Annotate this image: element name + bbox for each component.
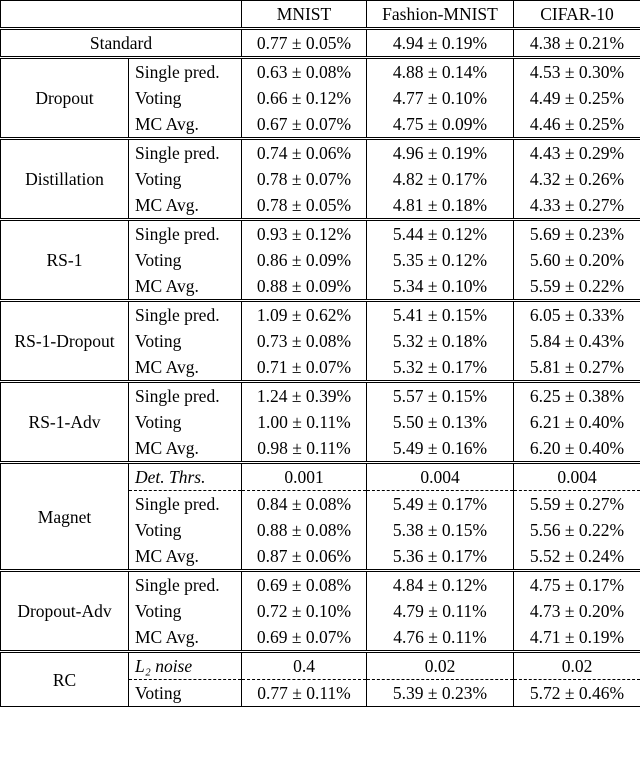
value-cell: 5.50 ± 0.13% — [367, 409, 514, 435]
value-cell: 0.004 — [367, 463, 514, 491]
table-row — [1, 571, 640, 599]
value-cell: 4.94 ± 0.19% — [367, 29, 514, 58]
standard-label: Standard — [1, 29, 242, 58]
value-cell: 4.84 ± 0.12% — [367, 571, 514, 599]
value-cell: 0.02 — [367, 652, 514, 680]
value-cell: 5.49 ± 0.16% — [367, 435, 514, 463]
value-cell: 0.77 ± 0.11% — [242, 680, 367, 707]
value-cell: 6.20 ± 0.40% — [514, 435, 640, 463]
results-table-body — [1, 1, 640, 707]
prediction-type-label: Voting — [129, 85, 242, 111]
value-cell: 5.36 ± 0.17% — [367, 543, 514, 571]
value-cell: 5.81 ± 0.27% — [514, 354, 640, 382]
value-cell: 5.44 ± 0.12% — [367, 220, 514, 248]
value-cell: 5.59 ± 0.27% — [514, 491, 640, 518]
method-label: RS-1-Dropout — [1, 301, 129, 382]
parameter-label: L₂ noise — [129, 652, 242, 680]
method-label: RS-1 — [1, 220, 129, 301]
value-cell: 0.93 ± 0.12% — [242, 220, 367, 248]
value-cell: 0.87 ± 0.06% — [242, 543, 367, 571]
value-cell: 5.57 ± 0.15% — [367, 382, 514, 410]
value-cell: 0.72 ± 0.10% — [242, 598, 367, 624]
value-cell: 0.78 ± 0.05% — [242, 192, 367, 220]
prediction-type-label: Single pred. — [129, 58, 242, 86]
value-cell: 5.49 ± 0.17% — [367, 491, 514, 518]
value-cell: 4.79 ± 0.11% — [367, 598, 514, 624]
value-cell: 4.46 ± 0.25% — [514, 111, 640, 139]
value-cell: 4.75 ± 0.09% — [367, 111, 514, 139]
prediction-type-label: MC Avg. — [129, 435, 242, 463]
table-row — [1, 58, 640, 86]
value-cell: 5.41 ± 0.15% — [367, 301, 514, 329]
standard-row — [1, 29, 640, 58]
table-row — [1, 220, 640, 248]
method-label: Distillation — [1, 139, 129, 220]
value-cell: 4.82 ± 0.17% — [367, 166, 514, 192]
value-cell: 1.00 ± 0.11% — [242, 409, 367, 435]
prediction-type-label: MC Avg. — [129, 192, 242, 220]
value-cell: 4.43 ± 0.29% — [514, 139, 640, 167]
value-cell: 5.38 ± 0.15% — [367, 517, 514, 543]
prediction-type-label: Single pred. — [129, 571, 242, 599]
value-cell: 0.77 ± 0.05% — [242, 29, 367, 58]
prediction-type-label: MC Avg. — [129, 111, 242, 139]
value-cell: 4.76 ± 0.11% — [367, 624, 514, 652]
value-cell: 0.73 ± 0.08% — [242, 328, 367, 354]
value-cell: 5.32 ± 0.18% — [367, 328, 514, 354]
header-row — [1, 1, 640, 29]
value-cell: 0.4 — [242, 652, 367, 680]
value-cell: 0.86 ± 0.09% — [242, 247, 367, 273]
value-cell: 0.66 ± 0.12% — [242, 85, 367, 111]
prediction-type-label: Voting — [129, 598, 242, 624]
prediction-type-label: Single pred. — [129, 491, 242, 518]
value-cell: 4.53 ± 0.30% — [514, 58, 640, 86]
method-label: Magnet — [1, 463, 129, 571]
column-header: CIFAR-10 — [514, 1, 640, 29]
table-row — [1, 301, 640, 329]
value-cell: 5.39 ± 0.23% — [367, 680, 514, 707]
header-blank-cell — [1, 1, 242, 29]
value-cell: 4.75 ± 0.17% — [514, 571, 640, 599]
table-row — [1, 139, 640, 167]
method-label: Dropout — [1, 58, 129, 139]
value-cell: 4.88 ± 0.14% — [367, 58, 514, 86]
prediction-type-label: Voting — [129, 166, 242, 192]
value-cell: 0.78 ± 0.07% — [242, 166, 367, 192]
parameter-label: Det. Thrs. — [129, 463, 242, 491]
value-cell: 0.71 ± 0.07% — [242, 354, 367, 382]
value-cell: 0.001 — [242, 463, 367, 491]
value-cell: 4.32 ± 0.26% — [514, 166, 640, 192]
parameter-row — [1, 463, 640, 491]
value-cell: 5.84 ± 0.43% — [514, 328, 640, 354]
prediction-type-label: Voting — [129, 517, 242, 543]
prediction-type-label: Voting — [129, 680, 242, 707]
method-label: RS-1-Adv — [1, 382, 129, 463]
value-cell: 5.32 ± 0.17% — [367, 354, 514, 382]
parameter-row — [1, 652, 640, 680]
value-cell: 4.49 ± 0.25% — [514, 85, 640, 111]
prediction-type-label: Voting — [129, 409, 242, 435]
prediction-type-label: MC Avg. — [129, 543, 242, 571]
value-cell: 6.21 ± 0.40% — [514, 409, 640, 435]
method-label: RC — [1, 652, 129, 707]
value-cell: 5.56 ± 0.22% — [514, 517, 640, 543]
value-cell: 0.74 ± 0.06% — [242, 139, 367, 167]
value-cell: 5.35 ± 0.12% — [367, 247, 514, 273]
method-label: Dropout-Adv — [1, 571, 129, 652]
value-cell: 4.38 ± 0.21% — [514, 29, 640, 58]
value-cell: 0.84 ± 0.08% — [242, 491, 367, 518]
value-cell: 6.05 ± 0.33% — [514, 301, 640, 329]
column-header: MNIST — [242, 1, 367, 29]
value-cell: 0.69 ± 0.07% — [242, 624, 367, 652]
value-cell: 4.77 ± 0.10% — [367, 85, 514, 111]
prediction-type-label: Voting — [129, 247, 242, 273]
value-cell: 0.004 — [514, 463, 640, 491]
value-cell: 0.88 ± 0.08% — [242, 517, 367, 543]
prediction-type-label: MC Avg. — [129, 624, 242, 652]
value-cell: 5.52 ± 0.24% — [514, 543, 640, 571]
value-cell: 1.24 ± 0.39% — [242, 382, 367, 410]
prediction-type-label: Single pred. — [129, 301, 242, 329]
table-row — [1, 382, 640, 410]
value-cell: 5.34 ± 0.10% — [367, 273, 514, 301]
value-cell: 4.71 ± 0.19% — [514, 624, 640, 652]
value-cell: 5.72 ± 0.46% — [514, 680, 640, 707]
prediction-type-label: Single pred. — [129, 220, 242, 248]
prediction-type-label: MC Avg. — [129, 354, 242, 382]
value-cell: 6.25 ± 0.38% — [514, 382, 640, 410]
value-cell: 0.98 ± 0.11% — [242, 435, 367, 463]
value-cell: 4.81 ± 0.18% — [367, 192, 514, 220]
value-cell: 5.59 ± 0.22% — [514, 273, 640, 301]
prediction-type-label: MC Avg. — [129, 273, 242, 301]
value-cell: 0.88 ± 0.09% — [242, 273, 367, 301]
prediction-type-label: Single pred. — [129, 382, 242, 410]
value-cell: 4.33 ± 0.27% — [514, 192, 640, 220]
value-cell: 0.67 ± 0.07% — [242, 111, 367, 139]
value-cell: 0.63 ± 0.08% — [242, 58, 367, 86]
prediction-type-label: Single pred. — [129, 139, 242, 167]
prediction-type-label: Voting — [129, 328, 242, 354]
value-cell: 4.96 ± 0.19% — [367, 139, 514, 167]
value-cell: 0.02 — [514, 652, 640, 680]
column-header: Fashion-MNIST — [367, 1, 514, 29]
value-cell: 1.09 ± 0.62% — [242, 301, 367, 329]
value-cell: 5.60 ± 0.20% — [514, 247, 640, 273]
value-cell: 4.73 ± 0.20% — [514, 598, 640, 624]
value-cell: 0.69 ± 0.08% — [242, 571, 367, 599]
value-cell: 5.69 ± 0.23% — [514, 220, 640, 248]
